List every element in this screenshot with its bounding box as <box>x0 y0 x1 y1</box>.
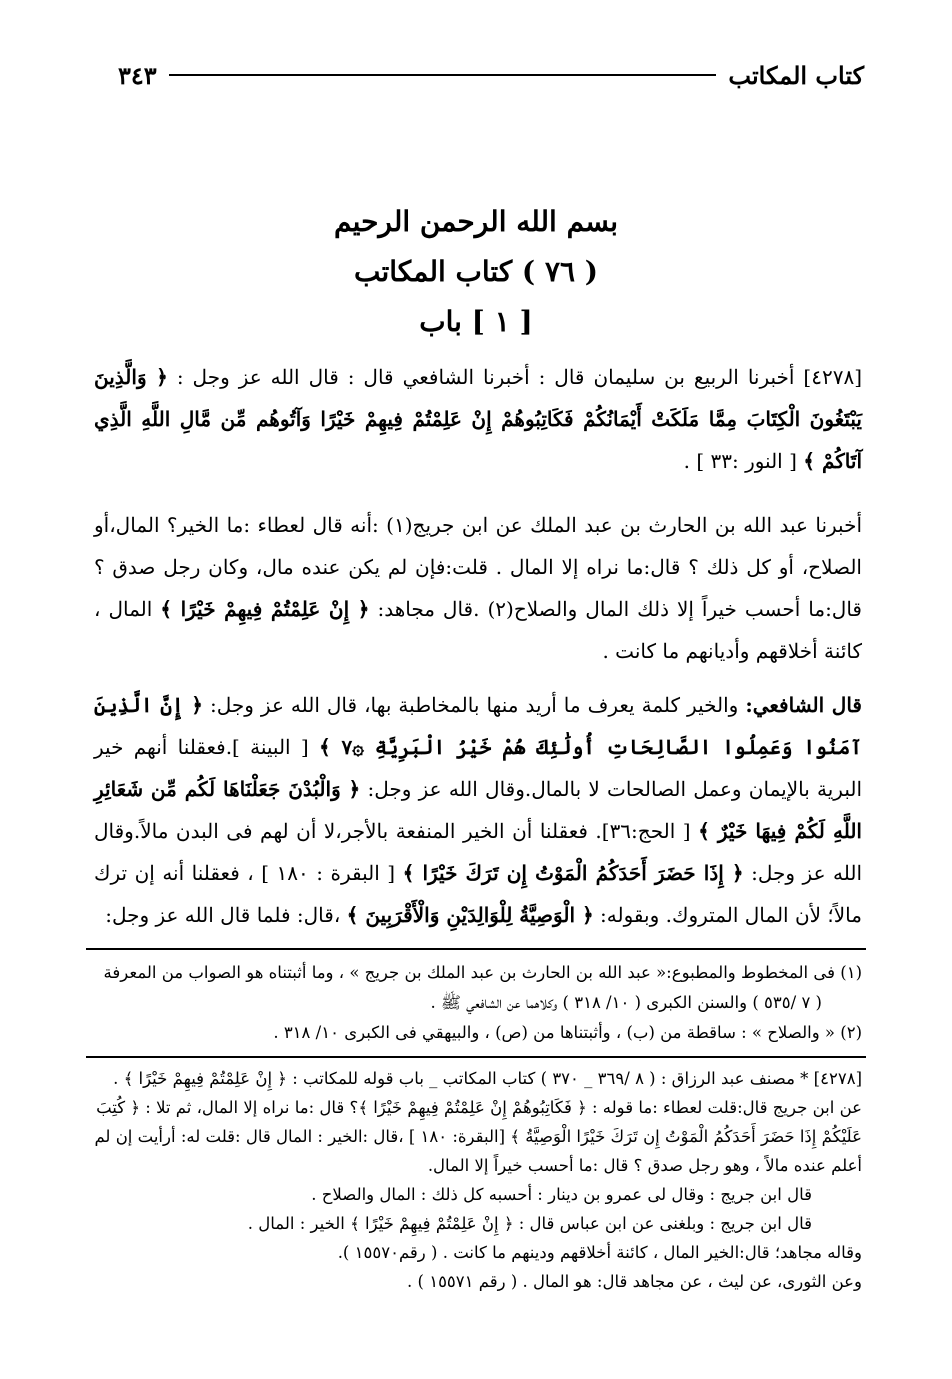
quran-verse: ﴿ إِنْ عَلِمْتُمْ فِيهِمْ خَيْرًا ﴾ <box>160 597 370 621</box>
commentary-entry: قال ابن جريج : وبلغنى عن ابن عباس قال : ﴿ إِنْ عَلِمْتُمْ فِيهِمْ خَيْرًا ﴾ الخير : المال . <box>247 1214 812 1233</box>
section-headings <box>88 205 864 358</box>
commentary-entry: [٤٢٧٨] * مصنف عبد الرزاق : ( ٨ /٣٦٩ _ ٣٧٠ ) كتاب المكاتب _ باب قوله للمكاتب : ﴿ إِنْ عَلِمْتُمْ فِيهِمْ خَيْرًا ﴾ . عن ابن جريج قال:قلت لعطاء :ما قوله : ﴿ فَكَاتِبُوهُمْ إِنْ عَلِمْتُمْ فِيهِمْ خَيْرًا ﴾؟ قال :ما نراه إلا المال، ثم تلا : ﴿ كُتِبَ عَلَيْكُمْ إِذَا حَضَرَ أَحَدَكُمُ الْمَوْتُ إِن تَرَكَ خَيْرًا الْوَصِيَّةُ ﴾ [البقرة: ١٨٠ ] ،قال :الخير : المال قال :قلت له: أرأيت إن لم أعلم عنده مالاً ، وهو رجل صدق ؟ قال :ما أحسب خيراً إلا المال. <box>94 1069 862 1175</box>
paragraph-text: والخير كلمة يعرف ما أريد منها بالمخاطبة بها، قال الله عز وجل: <box>210 693 739 717</box>
quran-verse: ﴿ إِذَا حَضَرَ أَحَدَكُمُ الْمَوْتُ إِن تَرَكَ خَيْرًا ﴾ <box>402 861 744 885</box>
paragraph-text: [ البقرة : ١٨٠ ] ، فعقلنا أنه إن ترك مالاً؛ لأن المال المتروك. وبقوله: <box>94 861 862 927</box>
running-title: كتاب المكاتب <box>728 60 864 90</box>
book-title: ( ٧٦ ) كتاب المكاتب <box>353 255 599 288</box>
footnotes <box>94 958 862 1048</box>
footnote-divider <box>86 948 866 950</box>
commentary-entry: وقاله مجاهد؛ قال:الخير المال ، كائنة أخلاقهم ودينهم ما كانت . ( رقم١٥٥٧٠ ). <box>337 1243 862 1262</box>
page-header <box>118 58 864 92</box>
quran-verse: ﴿ الْوَصِيَّةُ لِلْوَالِدَيْنِ وَالْأَقْرَبِينَ ﴾ <box>346 903 594 927</box>
paragraph-shafii <box>94 684 862 936</box>
footnote-1-continued: ( ٧ /٥٣٥ ) والسنن الكبرى ( ١٠/ ٣١٨ ) وكلاهما عن الشافعي ﷺ . <box>430 993 822 1012</box>
paragraph-text: [ البينة ].فعقلنا أنهم خير البرية بالإيمان وعمل الصالحات لا بالمال.وقال الله عز وجل: <box>94 735 863 801</box>
footnote-2: (٢) « والصلاح » : ساقطة من (ب) ، وأثبتناها من (ص) ، والبيهقي فى الكبرى ١٠/ ٣١٨ . <box>273 1023 862 1042</box>
paragraph-text: [ الحج:٣٦]. فعقلنا أن الخير المنفعة بالأجر،لا أن لهم فى البدن مالاً.وقال الله عز وجل: <box>94 819 863 885</box>
speaker-label: قال الشافعي: <box>745 693 862 717</box>
paragraph-text: ،قال: فلما قال الله عز وجل: <box>105 903 341 927</box>
quran-verse: ﴿ إِنَّ الَّذِينَ آمَنُوا وَعَمِلُوا الصَّالِحَاتِ أُولَٰئِكَ هُمْ خَيْرُ الْبَرِيَّةِ ۞٧ ﴾ <box>94 693 862 759</box>
header-rule <box>169 74 717 76</box>
quran-verse: ﴿ وَالَّذِينَ يَبْتَغُونَ الْكِتَابَ مِمَّا مَلَكَتْ أَيْمَانُكُمْ فَكَاتِبُوهُمْ إِنْ عَلِمْتُمْ فِيهِمْ خَيْرًا وَآتُوهُم مِّن مَّالِ اللَّهِ الَّذِي آتَاكُمْ ﴾ <box>94 365 862 473</box>
verse-reference: [ النور :٣٣ ] . <box>683 449 797 473</box>
paragraph-text: [٤٢٧٨] أخبرنا الربيع بن سليمان قال : أخبرنا الشافعي قال : قال الله عز وجل : <box>176 365 863 389</box>
page-number: ٣٤٣ <box>118 60 157 90</box>
commentary-divider <box>86 1056 866 1058</box>
paragraph-text: المال ، كائنة أخلاقهم وأديانهم ما كانت . <box>94 597 862 663</box>
basmala: بسم الله الرحمن الرحيم <box>334 205 618 238</box>
chapter-heading: [ ١ ] باب <box>419 305 533 338</box>
quran-verse: ﴿ وَالْبُدْنَ جَعَلْنَاهَا لَكُم مِّن شَعَائِرِ اللَّهِ لَكُمْ فِيهَا خَيْرٌ ﴾ <box>94 777 862 843</box>
takhrij-commentary <box>90 1064 862 1296</box>
paragraph-text: أخبرنا عبد الله بن الحارث بن عبد الملك عن ابن جريج(١) :أنه قال لعطاء :ما الخير؟ المال،أو الصلاح، أو كل ذلك ؟ قال:ما نراه إلا المال . قلت:فإن لم يكن عنده مال، وكان رجل صدق ؟ قال:ما أحسب خيراً إلا ذلك المال والصلاح(٢) .قال مجاهد: <box>94 513 862 621</box>
commentary-entry: قال ابن جريج : وقال لى عمرو بن دينار : أحسبه كل ذلك : المال والصلاح . <box>311 1185 812 1204</box>
paragraph-ibn-jurayj <box>94 504 862 672</box>
paragraph-4278 <box>94 356 862 482</box>
commentary-entry: وعن الثورى، عن ليث ، عن مجاهد قال: هو المال . ( رقم ١٥٥٧١ ) . <box>407 1272 862 1291</box>
footnote-1: (١) فى المخطوط والمطبوع:« عبد الله بن الحارث بن عبد الملك بن جريج » ، وما أثبتناه هو الصواب من المعرفة <box>103 963 862 982</box>
